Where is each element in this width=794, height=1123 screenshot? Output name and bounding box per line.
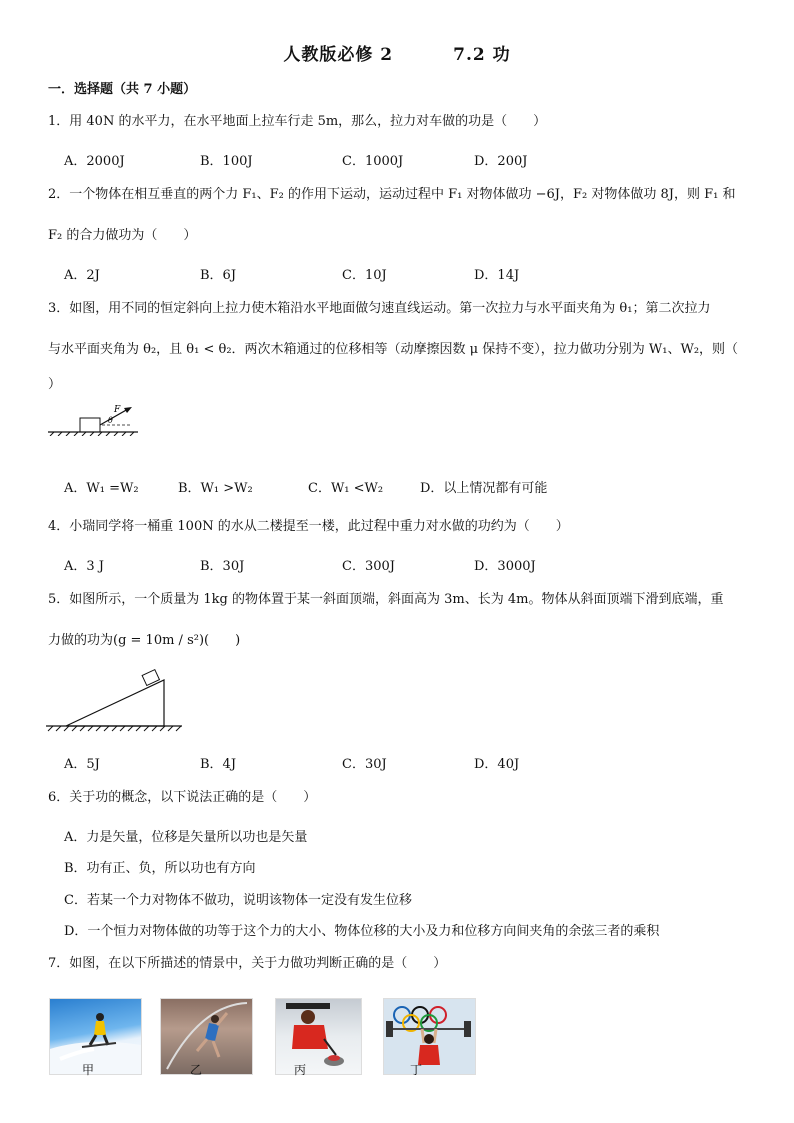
olympic-rings <box>394 1007 446 1031</box>
q3-option-c[interactable]: C．W₁ <W₂ <box>308 481 384 496</box>
photo-weightlifting <box>383 998 476 1075</box>
q3-box-figure <box>48 404 140 436</box>
q5-option-a[interactable]: A．5J <box>64 757 100 772</box>
q4-option-c[interactable]: C．300J <box>342 559 395 574</box>
q5-option-c[interactable]: C．30J <box>342 757 387 772</box>
q4-option-b[interactable]: B．30J <box>200 559 245 574</box>
q6-option-a[interactable]: A．力是矢量，位移是矢量所以功也是矢量 <box>64 830 308 845</box>
q5-stem-line2: 力做的功为(g = 10m / s²)( ) <box>48 633 241 648</box>
q2-option-a[interactable]: A．2J <box>64 268 100 283</box>
pole-vault-illustration <box>161 999 252 1074</box>
q2-option-b[interactable]: B．6J <box>200 268 237 283</box>
q3-option-b[interactable]: B．W₁ >W₂ <box>178 481 253 496</box>
q3-option-a[interactable]: A．W₁ =W₂ <box>64 481 139 496</box>
photo-curling <box>275 998 362 1075</box>
section-heading: 一．选择题（共 7 小题） <box>48 82 197 97</box>
curling-illustration <box>276 999 361 1074</box>
q6-option-b[interactable]: B．功有正、负，所以功也有方向 <box>64 861 256 876</box>
q3-stem-line2: 与水平面夹角为 θ₂，且 θ₁ < θ₂．两次木箱通过的位移相等（动摩擦因数 μ 保持不变），拉力做功分别为 W₁、W₂，则（ <box>48 342 739 357</box>
q3-option-d[interactable]: D．以上情况都有可能 <box>420 481 548 496</box>
q2-option-d[interactable]: D．14J <box>474 268 520 283</box>
photo-pole-vault <box>160 998 253 1075</box>
q4-option-d[interactable]: D．3000J <box>474 559 536 574</box>
q1-option-c[interactable]: C．1000J <box>342 154 404 169</box>
page-title <box>0 40 794 65</box>
q3-stem-line3: ） <box>48 377 62 392</box>
caption-jia: 甲 <box>82 1063 95 1077</box>
q5-stem-line1: 5．如图所示，一个质量为 1kg 的物体置于某一斜面顶端，斜面高为 3m、长为 4m。物体从斜面顶端下滑到底端，重 <box>48 592 724 607</box>
q2-stem-line1: 2．一个物体在相互垂直的两个力 F₁、F₂ 的作用下运动，运动过程中 F₁ 对物体做功 −6J，F₂ 对物体做功 8J，则 F₁ 和 <box>48 187 736 202</box>
q3-stem-line1: 3．如图，用不同的恒定斜向上拉力使木箱沿水平地面做匀速直线运动。第一次拉力与水平面夹角为 θ₁；第二次拉力 <box>48 301 711 316</box>
caption-yi: 乙 <box>190 1063 203 1077</box>
q2-option-c[interactable]: C．10J <box>342 268 387 283</box>
crate-shape <box>80 418 100 432</box>
q1-stem: 1．用 40N 的水平力，在水平地面上拉车行走 5m，那么，拉力对车做的功是（ ） <box>48 114 547 129</box>
q1-option-d[interactable]: D．200J <box>474 154 528 169</box>
ground-hatching <box>50 432 134 436</box>
incline-ground-hatching <box>48 726 181 731</box>
weightlifting-illustration <box>384 999 475 1074</box>
q6-option-d[interactable]: D．一个恒力对物体做的功等于这个力的大小、物体位移的大小及力和位移方向间夹角的余弦三者的乘积 <box>64 924 660 939</box>
caption-ding: 丁 <box>410 1063 423 1077</box>
angle-label: θ <box>108 416 113 425</box>
q5-option-b[interactable]: B．4J <box>200 757 237 772</box>
q5-incline-figure <box>46 668 184 736</box>
q1-option-a[interactable]: A．2000J <box>64 154 125 169</box>
q1-option-b[interactable]: B．100J <box>200 154 253 169</box>
incline-triangle <box>66 680 164 726</box>
q6-stem: 6．关于功的概念，以下说法正确的是（ ） <box>48 790 317 805</box>
photo-skier <box>49 998 142 1075</box>
q4-stem: 4．小瑞同学将一桶重 100N 的水从二楼提至一楼，此过程中重力对水做的功约为（ ） <box>48 519 569 534</box>
title-chapter: 7.2 功 <box>453 45 511 65</box>
caption-bing: 丙 <box>294 1063 307 1077</box>
q6-option-c[interactable]: C．若某一个力对物体不做功，说明该物体一定没有发生位移 <box>64 893 412 908</box>
force-label: F <box>114 405 121 415</box>
q2-stem-line2: F₂ 的合力做功为（ ） <box>48 228 197 243</box>
q4-option-a[interactable]: A．3 J <box>64 559 105 574</box>
q7-stem: 7．如图，在以下所描述的情景中，关于力做功判断正确的是（ ） <box>48 956 447 971</box>
title-book: 人教版必修 2 <box>283 45 394 65</box>
q5-option-d[interactable]: D．40J <box>474 757 520 772</box>
skier-illustration <box>50 999 141 1074</box>
